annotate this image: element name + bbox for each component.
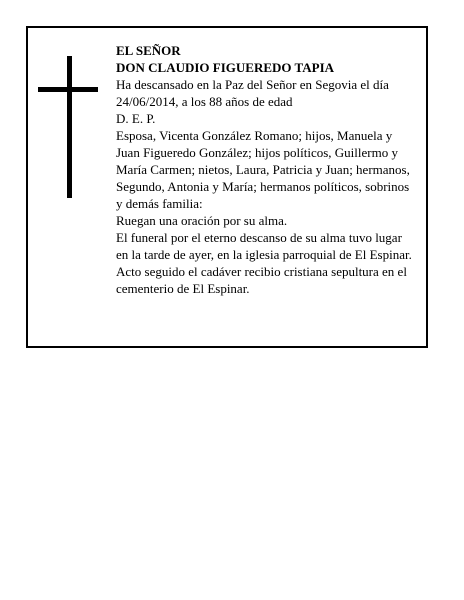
obituary-text — [116, 42, 416, 297]
cross-icon — [38, 56, 98, 198]
family-list: Esposa, Vicenta González Romano; hijos, Manuela y Juan Figueredo González; hijos políticos, Guillermo y María Carmen; nietos, Laura, Patricia y Juan; hermanos, Segundo, Antonia y María; hermanos políticos, sobrinos y demás familia: — [116, 128, 410, 211]
cross-vertical-bar — [67, 56, 72, 198]
title-line-1: EL SEÑOR — [116, 43, 181, 58]
prayer-request: Ruegan una oración por su alma. — [116, 213, 288, 228]
dep-line: D. E. P. — [116, 111, 156, 126]
cross-horizontal-bar — [38, 87, 98, 92]
funeral-info: El funeral por el eterno descanso de su alma tuvo lugar en la tarde de ayer, en la iglesia parroquial de El Espinar. Acto seguido el cadáver recibio cristiana sepultura en el cementerio de El Espinar. — [116, 230, 412, 296]
obituary-notice — [26, 26, 428, 348]
death-info: Ha descansado en la Paz del Señor en Segovia el día 24/06/2014, a los 88 años de edad — [116, 77, 389, 109]
deceased-name: DON CLAUDIO FIGUEREDO TAPIA — [116, 60, 335, 75]
